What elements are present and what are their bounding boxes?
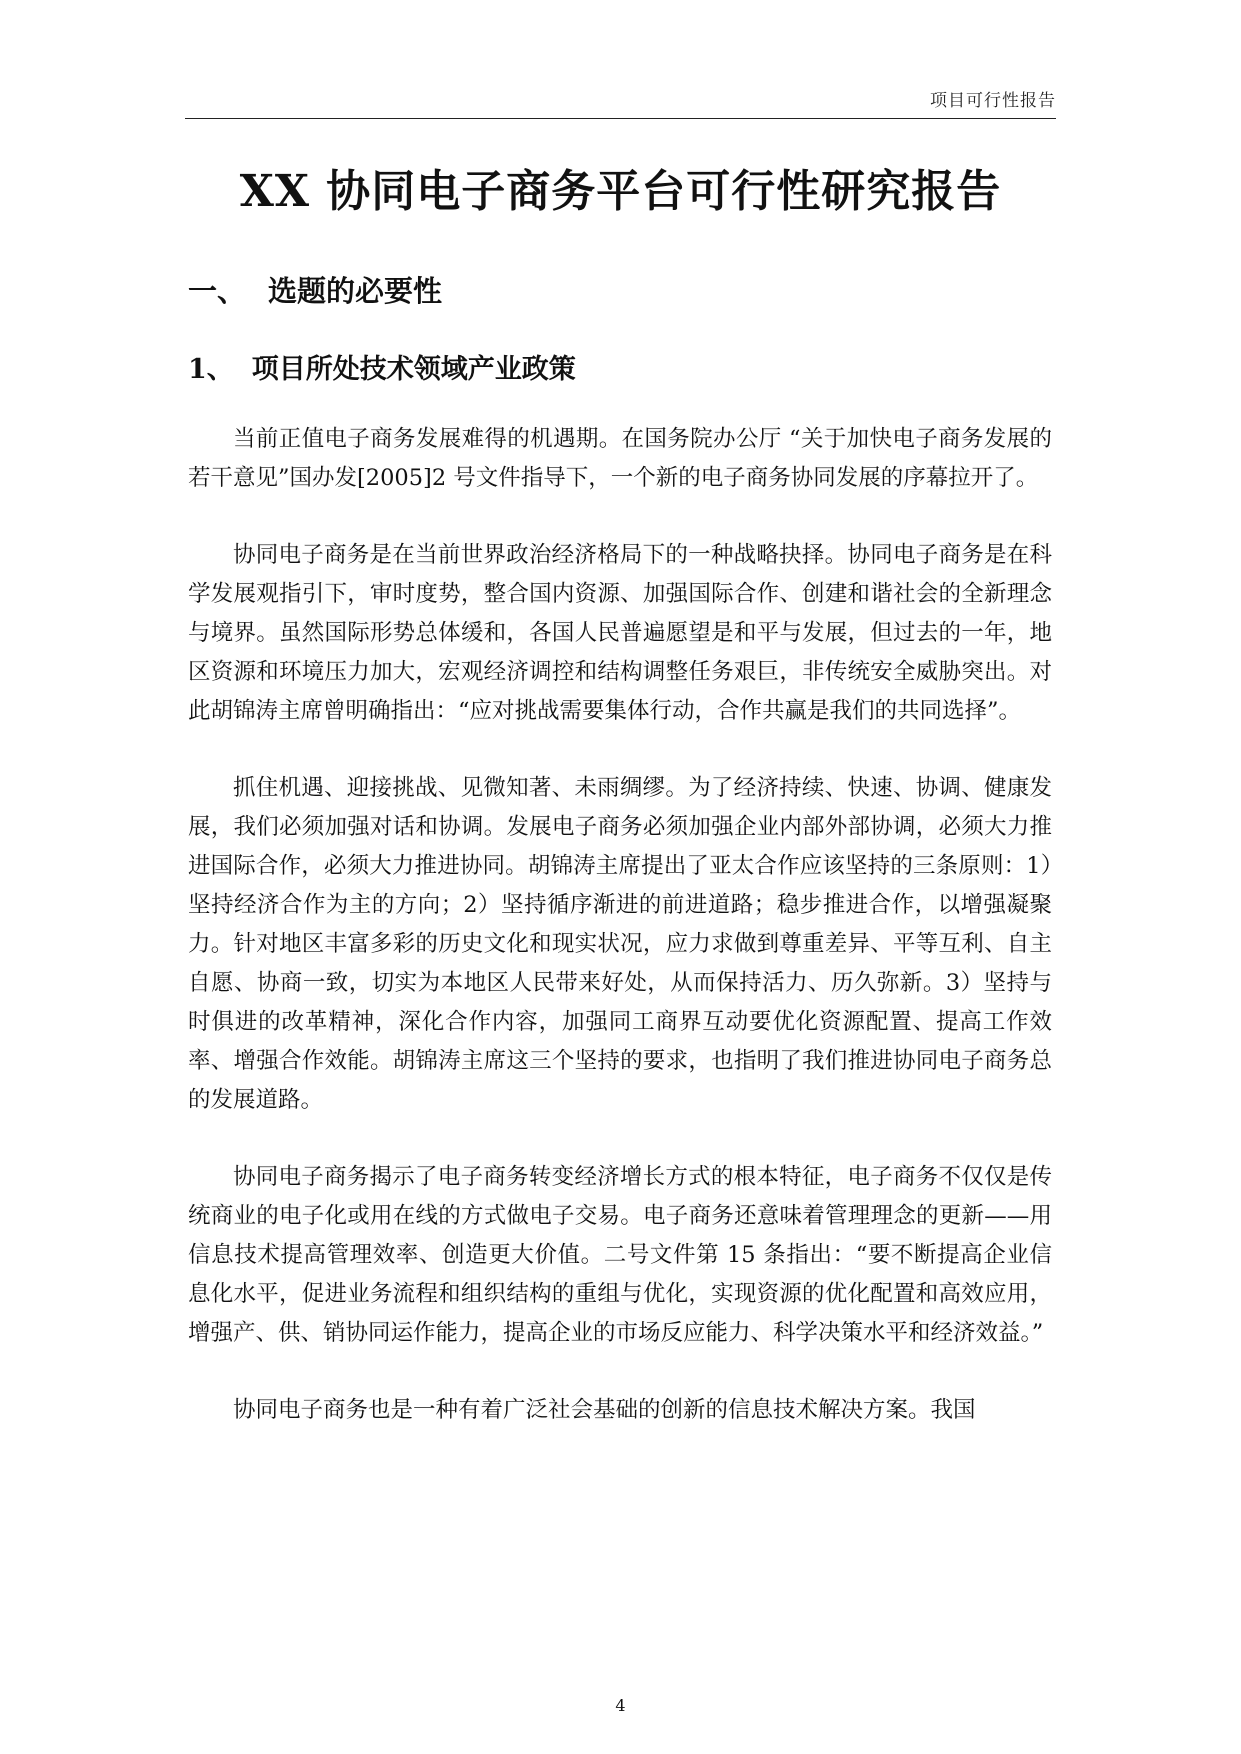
paragraph: 抓住机遇、迎接挑战、见微知著、未雨绸缪。为了经济持续、快速、协调、健康发展，我们必须加强对话和协调。发展电子商务必须加强企业内部外部协调，必须大力推进国际合作，必须大力推进协同。胡锦涛主席提出了亚太合作应该坚持的三条原则：1）坚持经济合作为主的方向；2）坚持循序渐进的前进道路；稳步推进合作，以增强凝聚力。针对地区丰富多彩的历史文化和现实状况，应力求做到尊重差异、平等互利、自主自愿、协商一致，切实为本地区人民带来好处，从而保持活力、历久弥新。3）坚持与时俱进的改革精神，深化合作内容，加强同工商界互动要优化资源配置、提高工作效率、增强合作效能。胡锦涛主席这三个坚持的要求，也指明了我们推进协同电子商务总的发展道路。 bbox=[188, 775, 1052, 1113]
paragraph: 当前正值电子商务发展难得的机遇期。在国务院办公厅 “关于加快电子商务发展的若干意见”国办发[2005]2 号文件指导下，一个新的电子商务协同发展的序幕拉开了。 bbox=[188, 426, 1052, 491]
section-title: 选题的必要性 bbox=[268, 274, 443, 308]
section-number: 一、 bbox=[188, 274, 247, 308]
paragraph: 协同电子商务是在当前世界政治经济格局下的一种战略抉择。协同电子商务是在科学发展观指引下，审时度势，整合国内资源、加强国际合作、创建和谐社会的全新理念与境界。虽然国际形势总体缓和，各国人民普遍愿望是和平与发展，但过去的一年，地区资源和环境压力加大，宏观经济调控和结构调整任务艰巨，非传统安全威胁突出。对此胡锦涛主席曾明确指出：“应对挑战需要集体行动，合作共赢是我们的共同选择”。 bbox=[188, 542, 1052, 724]
paragraph: 协同电子商务也是一种有着广泛社会基础的创新的信息技术解决方案。我国 bbox=[233, 1397, 976, 1423]
section-heading bbox=[188, 269, 442, 310]
header-rule bbox=[185, 118, 1056, 119]
document-title: XX 协同电子商务平台可行性研究报告 bbox=[239, 166, 1002, 217]
subsection-title: 项目所处技术领域产业政策 bbox=[251, 354, 576, 385]
body-text bbox=[188, 420, 1052, 1468]
running-header: 项目可行性报告 bbox=[930, 91, 1056, 111]
subsection-heading bbox=[188, 347, 576, 386]
paragraph: 协同电子商务揭示了电子商务转变经济增长方式的根本特征，电子商务不仅仅是传统商业的电子化或用在线的方式做电子交易。电子商务还意味着管理理念的更新——用信息技术提高管理效率、创造更大价值。二号文件第 15 条指出：“要不断提高企业信息化水平，促进业务流程和组织结构的重组与优化，实现资源的优化配置和高效应用，增强产、供、销协同运作能力，提高企业的市场反应能力、科学决策水平和经济效益。” bbox=[188, 1164, 1052, 1346]
subsection-number: 1、 bbox=[188, 354, 234, 385]
page-number: 4 bbox=[615, 1696, 626, 1715]
